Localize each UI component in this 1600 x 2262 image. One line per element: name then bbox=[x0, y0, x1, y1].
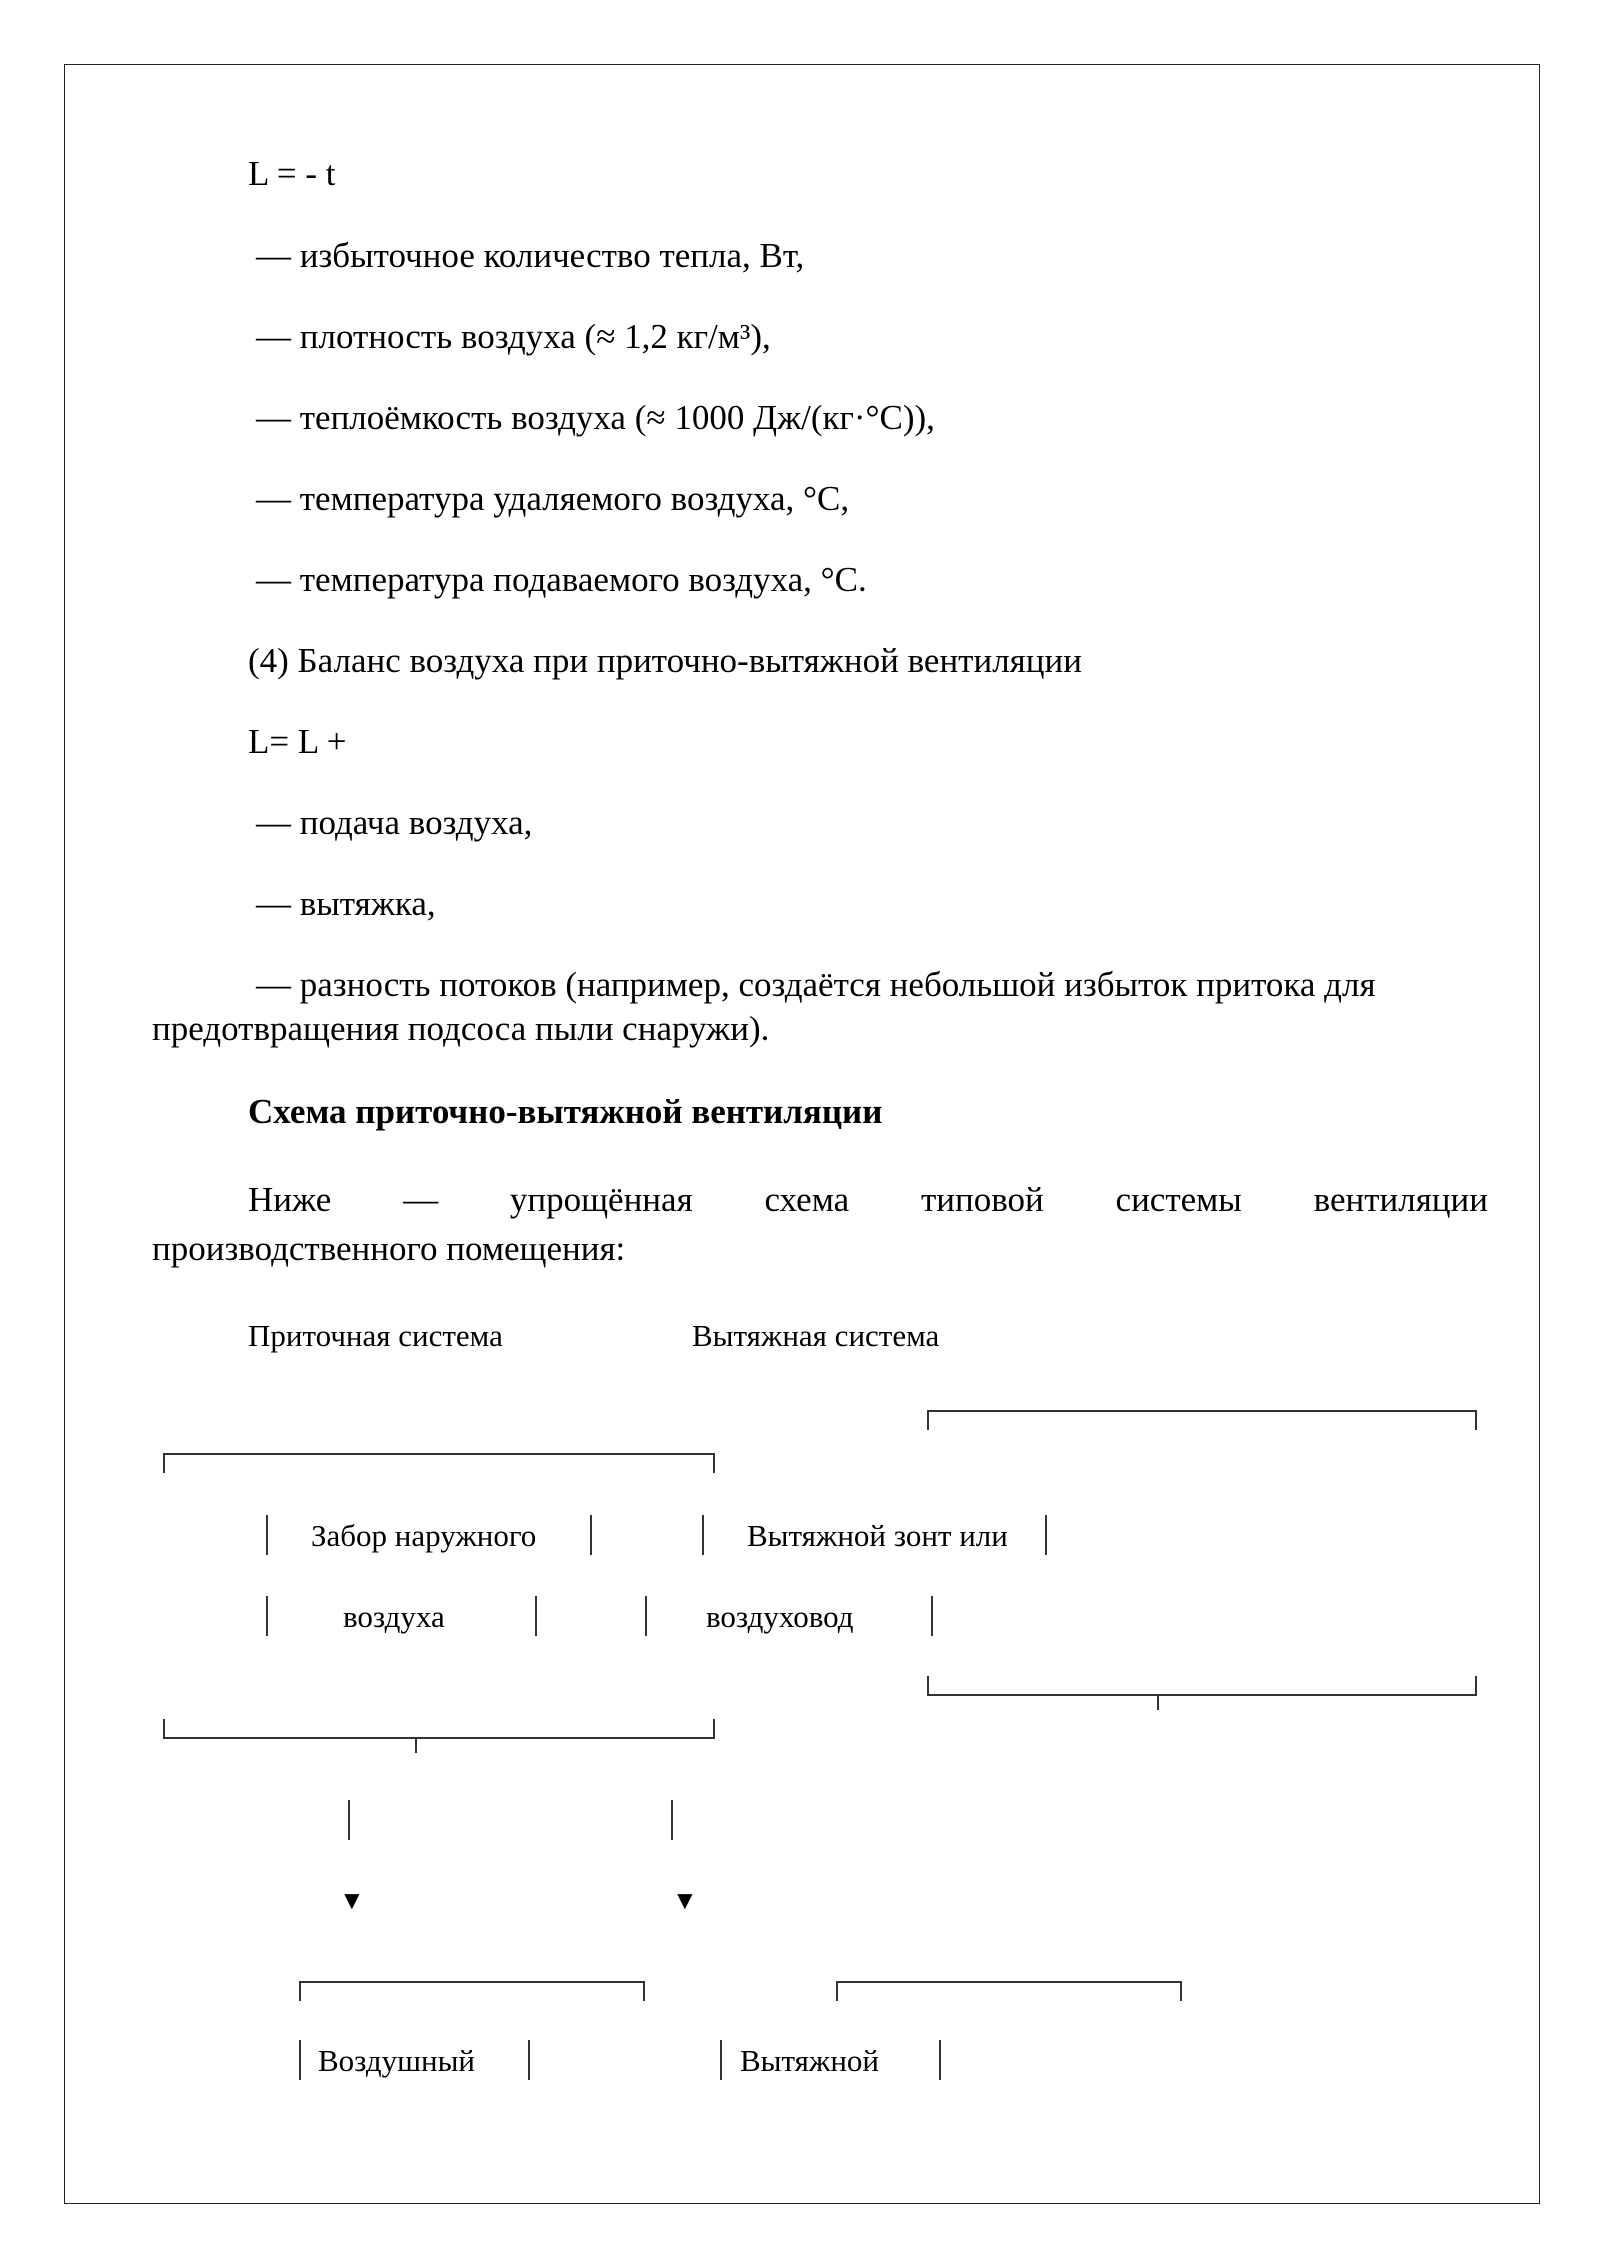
exhaust-fan-box-top-edge bbox=[836, 1981, 1182, 1983]
exhaust-box-stem bbox=[1157, 1694, 1159, 1710]
section-title: Схема приточно-вытяжной вентиляции bbox=[248, 1092, 883, 1131]
supply-system-label: Приточная система bbox=[248, 1318, 503, 1353]
exhaust-box-bottom-right-tick bbox=[1475, 1676, 1477, 1696]
hood-pipe-right bbox=[1045, 1515, 1047, 1555]
intake-pipe-right-2 bbox=[535, 1596, 537, 1636]
intake-label-line-2: воздуха bbox=[343, 1599, 445, 1634]
intake-pipe-left bbox=[266, 1515, 268, 1555]
var-exhaust-temp: — температура удаляемого воздуха, °С, bbox=[256, 479, 850, 518]
intro-word: — bbox=[403, 1180, 439, 1219]
var-heat-capacity: — теплоёмкость воздуха (≈ 1000 Дж/(кг·°С)), bbox=[256, 398, 935, 437]
intro-word: системы bbox=[1115, 1180, 1242, 1219]
duct-box-right bbox=[528, 2040, 530, 2080]
intro-line-2: производственного помещения: bbox=[152, 1229, 626, 1268]
intro-word: типовой bbox=[920, 1180, 1044, 1219]
connector-left bbox=[348, 1800, 350, 1840]
duct-box-top-left-tick bbox=[299, 1981, 301, 2001]
intake-box-bottom-left-tick bbox=[163, 1719, 165, 1739]
page-border bbox=[64, 64, 1540, 2204]
var-supply-temp: — температура подаваемого воздуха, °С. bbox=[256, 560, 867, 599]
intro-word: упрощённая bbox=[509, 1180, 693, 1219]
diff-line-1: — разность потоков (например, создаётся небольшой избыток притока для bbox=[256, 965, 1376, 1004]
diff-line-2: предотвращения подсоса пыли снаружи). bbox=[152, 1009, 770, 1048]
exhaust-fan-box-left bbox=[720, 2040, 722, 2080]
exhaust-system-label: Вытяжная система bbox=[692, 1318, 940, 1353]
exhaust-fan-label: Вытяжной bbox=[740, 2043, 880, 2078]
intake-pipe-right bbox=[590, 1515, 592, 1555]
intake-label-line-1: Забор наружного bbox=[311, 1518, 537, 1553]
intro-line-1 bbox=[248, 1178, 1488, 1222]
intro-word: схема bbox=[764, 1180, 850, 1219]
duct-label: Воздушный bbox=[318, 2043, 476, 2078]
exhaust-fan-box-right bbox=[939, 2040, 941, 2080]
down-arrow-icon: ▼ bbox=[672, 1886, 698, 1915]
intake-box-top-right-tick bbox=[713, 1453, 715, 1473]
var-exhaust-flow: — вытяжка, bbox=[256, 884, 436, 923]
intake-box-top-edge bbox=[163, 1453, 715, 1455]
exhaust-box-bottom-edge bbox=[927, 1694, 1477, 1696]
down-arrow-icon: ▼ bbox=[339, 1886, 365, 1915]
hood-label-line-1: Вытяжной зонт или bbox=[747, 1518, 1008, 1553]
exhaust-box-bottom-left-tick bbox=[927, 1676, 929, 1696]
duct-box-top-right-tick bbox=[643, 1981, 645, 2001]
var-supply-flow: — подача воздуха, bbox=[256, 803, 533, 842]
formula-balance: L= L + bbox=[248, 722, 347, 761]
exhaust-box-top-left-tick bbox=[927, 1410, 929, 1430]
hood-pipe-left-2 bbox=[645, 1596, 647, 1636]
intro-word: вентиляции bbox=[1313, 1180, 1488, 1219]
exhaust-box-top-right-tick bbox=[1475, 1410, 1477, 1430]
exhaust-fan-box-top-left-tick bbox=[836, 1981, 838, 2001]
balance-heading: (4) Баланс воздуха при приточно-вытяжной вентиляции bbox=[248, 641, 1082, 680]
intro-word: Ниже bbox=[248, 1180, 332, 1219]
formula-airflow: L = - t bbox=[248, 154, 336, 193]
exhaust-fan-box-top-right-tick bbox=[1180, 1981, 1182, 2001]
duct-box-left bbox=[299, 2040, 301, 2080]
var-air-density: — плотность воздуха (≈ 1,2 кг/м³), bbox=[256, 317, 771, 356]
hood-pipe-right-2 bbox=[931, 1596, 933, 1636]
hood-label-line-2: воздуховод bbox=[706, 1599, 854, 1634]
intake-box-bottom-right-tick bbox=[713, 1719, 715, 1739]
intake-box-stem bbox=[415, 1737, 417, 1753]
var-excess-heat: — избыточное количество тепла, Вт, bbox=[256, 236, 805, 275]
duct-box-top-edge bbox=[299, 1981, 645, 1983]
connector-right bbox=[671, 1800, 673, 1840]
exhaust-box-top-edge bbox=[927, 1410, 1477, 1412]
intake-box-bottom-edge bbox=[163, 1737, 715, 1739]
intake-box-top-left-tick bbox=[163, 1453, 165, 1473]
hood-pipe-left bbox=[702, 1515, 704, 1555]
intake-pipe-left-2 bbox=[266, 1596, 268, 1636]
